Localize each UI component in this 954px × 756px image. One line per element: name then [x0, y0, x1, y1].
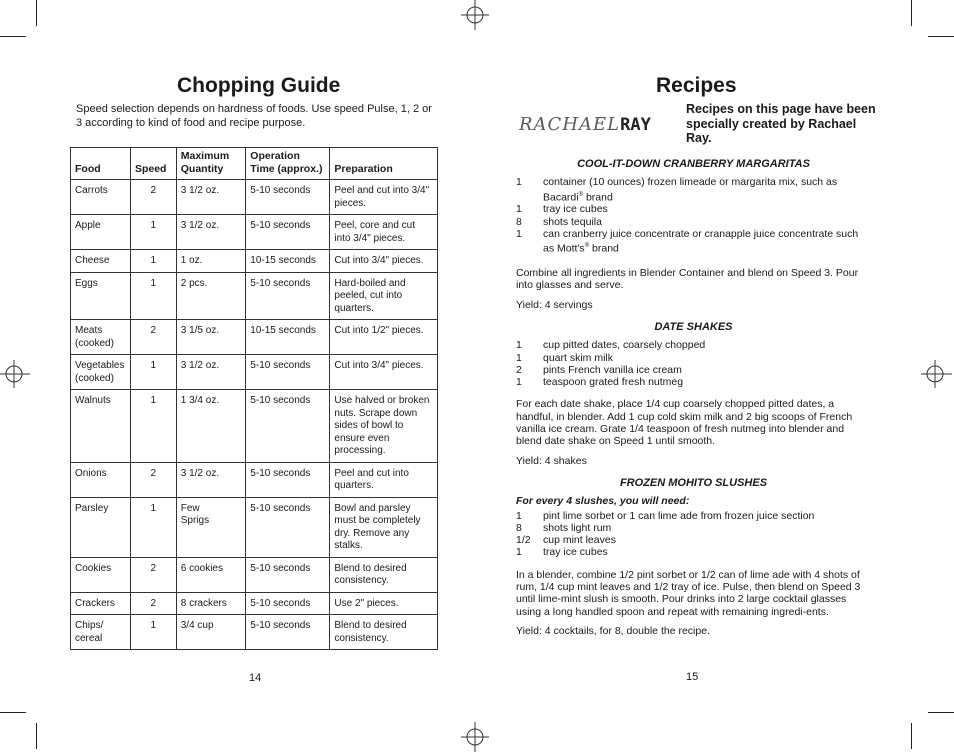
ingredient-text [543, 176, 871, 203]
table-row [71, 180, 438, 215]
recipe-title: COOL-IT-DOWN CRANBERRY MARGARITAS [577, 158, 810, 170]
ingredient-item [516, 522, 871, 534]
speed-cell: 1 [130, 615, 176, 650]
quantity-cell: 3 1/2 oz. [176, 462, 246, 497]
table-row [71, 272, 438, 320]
table-row [71, 497, 438, 557]
quantity-cell: 1 oz. [176, 250, 246, 273]
quantity-cell: 3 1/2 oz. [176, 215, 246, 250]
column-header-quantity: Maximum Quantity [176, 148, 246, 180]
quantity-cell: 3 1/2 oz. [176, 355, 246, 390]
ingredient-item [516, 352, 871, 364]
ingredient-item [516, 339, 871, 351]
food-cell: Onions [71, 462, 131, 497]
ingredient-item [516, 364, 871, 376]
speed-cell: 1 [130, 215, 176, 250]
page-number: 14 [249, 672, 262, 684]
page-title: Recipes [656, 74, 737, 97]
preparation-cell: Use halved or broken nuts. Scrape down sides of bowl to ensure even processing. [330, 390, 438, 463]
ingredient-description: teaspoon grated fresh nutmeg [543, 376, 684, 389]
ingredient-item [516, 534, 871, 546]
table-row [71, 557, 438, 592]
page-title: Chopping Guide [177, 74, 341, 97]
recipe-yield: Yield: 4 shakes [516, 454, 587, 467]
food-cell: Apple [71, 215, 131, 250]
time-cell: 10-15 seconds [246, 250, 330, 273]
food-cell: Parsley [71, 497, 131, 557]
ingredient-quantity: 1 [516, 227, 522, 240]
ingredient-brand-suffix: brand [583, 191, 613, 204]
registered-mark: ® [578, 191, 584, 198]
table-row [71, 615, 438, 650]
ingredient-text [543, 352, 871, 364]
ingredient-quantity: 1 [516, 509, 522, 522]
recipe-title: DATE SHAKES [654, 320, 733, 333]
preparation-cell: Peel and cut into quarters. [330, 462, 438, 497]
ingredient-item [516, 510, 871, 522]
recipe-margaritas [516, 158, 871, 311]
ingredient-text [543, 339, 871, 351]
time-cell: 5-10 seconds [246, 355, 330, 390]
ingredient-quantity: 2 [516, 363, 522, 376]
food-cell: Vegetables (cooked) [71, 355, 131, 390]
recipe-mohito-slushes [516, 477, 871, 637]
column-header-food: Food [71, 148, 131, 180]
ingredient-item [516, 376, 871, 388]
quantity-cell: Few Sprigs [176, 497, 246, 557]
speed-cell: 1 [130, 390, 176, 463]
speed-cell: 1 [130, 250, 176, 273]
recipe-subtitle: For every 4 slushes, you will need: [516, 495, 690, 508]
quantity-cell: 2 pcs. [176, 272, 246, 320]
ingredient-text [543, 546, 871, 558]
ingredient-item [516, 203, 871, 215]
table-row [71, 390, 438, 463]
preparation-cell: Peel, core and cut into 3/4" pieces. [330, 215, 438, 250]
recipe-method: For each date shake, place 1/4 cup coarsely chopped pitted dates, a handful, in blender. Add 1 cup cold skim milk and 2 big scoops of French vanilla ice cream. Grate 1/4 teaspoon of fresh nutmeg into blender and blend date shake on Speed 1 until smooth. [516, 398, 853, 448]
ingredient-quantity: 8 [516, 215, 522, 228]
preparation-cell: Hard-boiled and peeled, cut into quarters. [330, 272, 438, 320]
food-cell: Eggs [71, 272, 131, 320]
ingredient-list [516, 510, 871, 559]
ingredient-description: cup pitted dates, coarsely chopped [543, 339, 706, 352]
time-cell: 5-10 seconds [246, 462, 330, 497]
ingredient-quantity: 1 [516, 546, 522, 559]
ingredient-quantity: 1/2 [516, 534, 531, 547]
recipes-page [477, 0, 954, 749]
quantity-cell: 6 cookies [176, 557, 246, 592]
ingredient-list [516, 339, 871, 388]
table-row [71, 462, 438, 497]
speed-cell: 2 [130, 180, 176, 215]
page-number: 15 [686, 671, 699, 683]
ingredient-text [543, 534, 871, 546]
preparation-cell: Cut into 1/2" pieces. [330, 320, 438, 355]
preparation-cell: Blend to desired consistency. [330, 557, 438, 592]
ingredient-item [516, 228, 871, 255]
food-cell: Cheese [71, 250, 131, 273]
ingredient-description: cup mint leaves [543, 534, 616, 547]
recipe-date-shakes [516, 321, 871, 467]
speed-cell: 2 [130, 592, 176, 615]
ingredient-description: pints French vanilla ice cream [543, 363, 682, 376]
ingredient-item [516, 176, 871, 203]
preparation-cell: Blend to desired consistency. [330, 615, 438, 650]
byline: Recipes on this page have been specially created by Rachael Ray. [686, 102, 876, 145]
time-cell: 5-10 seconds [246, 557, 330, 592]
ingredient-description: container (10 ounces) frozen limeade or margarita mix, such as Bacardi [543, 176, 838, 204]
ingredient-description: tray ice cubes [543, 546, 608, 559]
time-cell: 5-10 seconds [246, 592, 330, 615]
ingredient-quantity: 1 [516, 203, 522, 216]
food-cell: Chips/ cereal [71, 615, 131, 650]
quantity-cell: 1 3/4 oz. [176, 390, 246, 463]
column-header-time: Operation Time (approx.) [246, 148, 330, 180]
table-row [71, 592, 438, 615]
logo-script-text: RACHAEL [519, 114, 621, 135]
quantity-cell: 3 1/2 oz. [176, 180, 246, 215]
food-cell: Carrots [71, 180, 131, 215]
logo-block-text: RAY [620, 115, 651, 135]
ingredient-text [543, 203, 871, 215]
table-row [71, 250, 438, 273]
preparation-cell: Bowl and parsley must be completely dry. Remove any stalks. [330, 497, 438, 557]
column-header-preparation: Preparation [330, 148, 438, 180]
food-cell: Walnuts [71, 390, 131, 463]
food-cell: Crackers [71, 592, 131, 615]
recipe-title: FROZEN MOHITO SLUSHES [619, 476, 768, 489]
recipe-method: Combine all ingredients in Blender Container and blend on Speed 3. Pour into glasses and serve. [516, 267, 859, 292]
ingredient-item [516, 546, 871, 558]
preparation-cell: Cut into 3/4" pieces. [330, 250, 438, 273]
time-cell: 5-10 seconds [246, 180, 330, 215]
table-body [71, 180, 438, 650]
quantity-cell: 3/4 cup [176, 615, 246, 650]
quantity-cell: 3 1/5 oz. [176, 320, 246, 355]
speed-cell: 1 [130, 272, 176, 320]
time-cell: 5-10 seconds [246, 390, 330, 463]
table-row [71, 320, 438, 355]
speed-cell: 1 [130, 355, 176, 390]
ingredient-quantity: 1 [516, 351, 522, 364]
chopping-table [70, 147, 438, 650]
chopping-guide-page [0, 0, 477, 749]
ingredient-quantity: 8 [516, 521, 522, 534]
time-cell: 10-15 seconds [246, 320, 330, 355]
ingredient-text [543, 364, 871, 376]
time-cell: 5-10 seconds [246, 215, 330, 250]
table-header-row [71, 148, 438, 180]
ingredient-text [543, 216, 871, 228]
time-cell: 5-10 seconds [246, 272, 330, 320]
ingredient-quantity: 1 [516, 376, 522, 389]
ingredient-text [543, 510, 871, 522]
preparation-cell: Use 2" pieces. [330, 592, 438, 615]
ingredient-quantity: 1 [516, 339, 522, 352]
food-cell: Meats (cooked) [71, 320, 131, 355]
ingredient-description: pint lime sorbet or 1 can lime ade from frozen juice section [543, 509, 815, 522]
column-header-speed: Speed [130, 148, 176, 180]
quantity-cell: 8 crackers [176, 592, 246, 615]
recipe-method: In a blender, combine 1/2 pint sorbet or 1/2 can of lime ade with 4 shots of rum, 1/4 cup mint leaves and 1/2 tray of ice. Pulse, then blend on Speed 3 until lime-mint slush is smooth. Pour drinks into 2 large cocktail glasses using a long handled spoon and repeat with remaining ingredi-ents. [516, 568, 861, 618]
intro-text: Speed selection depends on hardness of foods. Use speed Pulse, 1, 2 or 3 according to kind of food and recipe purpose. [76, 103, 432, 129]
ingredient-text [543, 228, 871, 255]
ingredient-list [516, 176, 871, 255]
ingredient-text [543, 376, 871, 388]
ingredient-brand-suffix: brand [589, 242, 619, 255]
ingredient-description: quart skim milk [543, 351, 614, 364]
ingredient-description: can cranberry juice concentrate or cranapple juice concentrate such as Mott's [543, 227, 859, 255]
speed-cell: 2 [130, 462, 176, 497]
ingredient-description: tray ice cubes [543, 203, 608, 216]
recipe-yield: Yield: 4 cocktails, for 8, double the recipe. [516, 624, 710, 637]
ingredient-quantity: 1 [516, 176, 522, 189]
food-cell: Cookies [71, 557, 131, 592]
recipe-list [516, 158, 871, 637]
speed-cell: 1 [130, 497, 176, 557]
recipe-yield: Yield: 4 servings [516, 298, 593, 311]
ingredient-description: shots light rum [543, 521, 612, 534]
ingredient-description: shots tequila [543, 215, 602, 228]
table-row [71, 215, 438, 250]
speed-cell: 2 [130, 320, 176, 355]
ingredient-item [516, 216, 871, 228]
time-cell: 5-10 seconds [246, 497, 330, 557]
registered-mark: ® [584, 243, 590, 250]
preparation-cell: Cut into 3/4" pieces. [330, 355, 438, 390]
preparation-cell: Peel and cut into 3/4" pieces. [330, 180, 438, 215]
ingredient-text [543, 522, 871, 534]
table-row [71, 355, 438, 390]
speed-cell: 2 [130, 557, 176, 592]
rachael-ray-logo [519, 114, 651, 135]
time-cell: 5-10 seconds [246, 615, 330, 650]
